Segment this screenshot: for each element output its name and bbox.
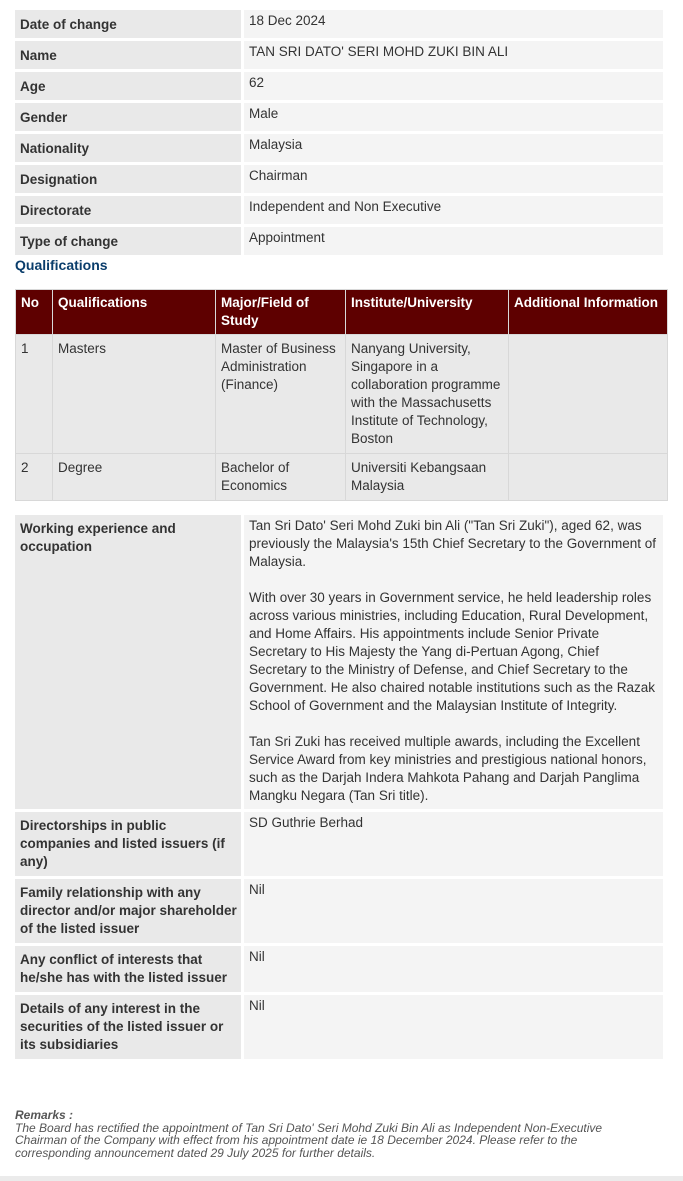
info-row-designation	[15, 165, 663, 193]
page-bottom-divider	[0, 1176, 683, 1181]
column-header-additional-info: Additional Information	[509, 290, 668, 335]
cell-major: Master of Business Administration (Finance)	[216, 335, 346, 454]
detail-row-conflict-of-interests	[15, 946, 663, 992]
info-label: Nationality	[15, 134, 241, 162]
table-row	[16, 335, 668, 454]
detail-label: Family relationship with any director and/or major shareholder of the listed issuer	[15, 879, 241, 943]
column-header-institute: Institute/University	[346, 290, 509, 335]
detail-value: SD Guthrie Berhad	[244, 812, 663, 876]
info-row-date-of-change	[15, 10, 663, 38]
detail-row-family-relationship	[15, 879, 663, 943]
cell-additional-info	[509, 454, 668, 501]
info-label: Name	[15, 41, 241, 69]
detail-row-directorships	[15, 812, 663, 876]
experience-paragraph: Tan Sri Zuki has received multiple awards, including the Excellent Service Award from key ministries and prestigious national honors, such as the Darjah Indera Mahkota Pahang and Darjah Panglima Mangku Negara (Tan Sri title).	[249, 734, 647, 803]
column-header-no: No	[16, 290, 53, 335]
info-value: Malaysia	[244, 134, 663, 162]
info-label: Date of change	[15, 10, 241, 38]
cell-institute: Nanyang University, Singapore in a collaboration programme with the Massachusetts Institute of Technology, Boston	[346, 335, 509, 454]
remarks-title: Remarks :	[15, 1108, 74, 1122]
info-value: Independent and Non Executive	[244, 196, 663, 224]
cell-qualification: Degree	[53, 454, 216, 501]
remarks-section	[15, 1109, 655, 1159]
detail-label: Any conflict of interests that he/she has with the listed issuer	[15, 946, 241, 992]
info-value: Chairman	[244, 165, 663, 193]
info-row-age	[15, 72, 663, 100]
info-row-type-of-change	[15, 227, 663, 255]
detail-row-securities-interest	[15, 995, 663, 1059]
info-label: Gender	[15, 103, 241, 131]
director-info-table	[12, 7, 666, 258]
info-label: Age	[15, 72, 241, 100]
cell-major: Bachelor of Economics	[216, 454, 346, 501]
experience-paragraph: With over 30 years in Government service, he held leadership roles across various ministries, including Education, Rural Development, and Home Affairs. His appointments include Senior Private Secretary to His Majesty the Yang di-Pertuan Agong, Chief Secretary to the Ministry of Defense, and Chief Secretary to the Government. He also chaired notable institutions such as the Razak School of Government and the Malaysian Institute of Integrity.	[249, 590, 655, 713]
detail-label: Details of any interest in the securities of the listed issuer or its subsidiaries	[15, 995, 241, 1059]
info-value: Male	[244, 103, 663, 131]
info-value: 18 Dec 2024	[244, 10, 663, 38]
info-row-name	[15, 41, 663, 69]
qualifications-heading: Qualifications	[15, 257, 108, 273]
info-value: TAN SRI DATO' SERI MOHD ZUKI BIN ALI	[244, 41, 663, 69]
cell-no: 1	[16, 335, 53, 454]
info-row-nationality	[15, 134, 663, 162]
working-experience-text	[244, 515, 663, 809]
director-details-table	[12, 512, 666, 1062]
info-value: Appointment	[244, 227, 663, 255]
info-label: Type of change	[15, 227, 241, 255]
remarks-text: The Board has rectified the appointment of Tan Sri Dato' Seri Mohd Zuki Bin Ali as Independent Non-Executive Chairman of the Company with effect from his appointment date ie 18 December 2024. Please refer to the corresponding announcement dated 29 July 2025 for further details.	[15, 1120, 603, 1160]
cell-qualification: Masters	[53, 335, 216, 454]
info-row-directorate	[15, 196, 663, 224]
column-header-qualifications: Qualifications	[53, 290, 216, 335]
qualifications-header-row	[16, 290, 668, 335]
info-label: Designation	[15, 165, 241, 193]
column-header-major: Major/Field of Study	[216, 290, 346, 335]
qualifications-table	[15, 289, 668, 501]
info-label: Directorate	[15, 196, 241, 224]
cell-additional-info	[509, 335, 668, 454]
info-row-gender	[15, 103, 663, 131]
table-row	[16, 454, 668, 501]
detail-value: Nil	[244, 946, 663, 992]
detail-value: Nil	[244, 879, 663, 943]
detail-value: Nil	[244, 995, 663, 1059]
cell-no: 2	[16, 454, 53, 501]
detail-row-working-experience	[15, 515, 663, 809]
experience-paragraph: Tan Sri Dato' Seri Mohd Zuki bin Ali ("Tan Sri Zuki"), aged 62, was previously the Malaysia's 15th Chief Secretary to the Government of Malaysia.	[249, 518, 657, 569]
detail-label: Working experience and occupation	[15, 515, 241, 809]
info-value: 62	[244, 72, 663, 100]
detail-label: Directorships in public companies and listed issuers (if any)	[15, 812, 241, 876]
cell-institute: Universiti Kebangsaan Malaysia	[346, 454, 509, 501]
